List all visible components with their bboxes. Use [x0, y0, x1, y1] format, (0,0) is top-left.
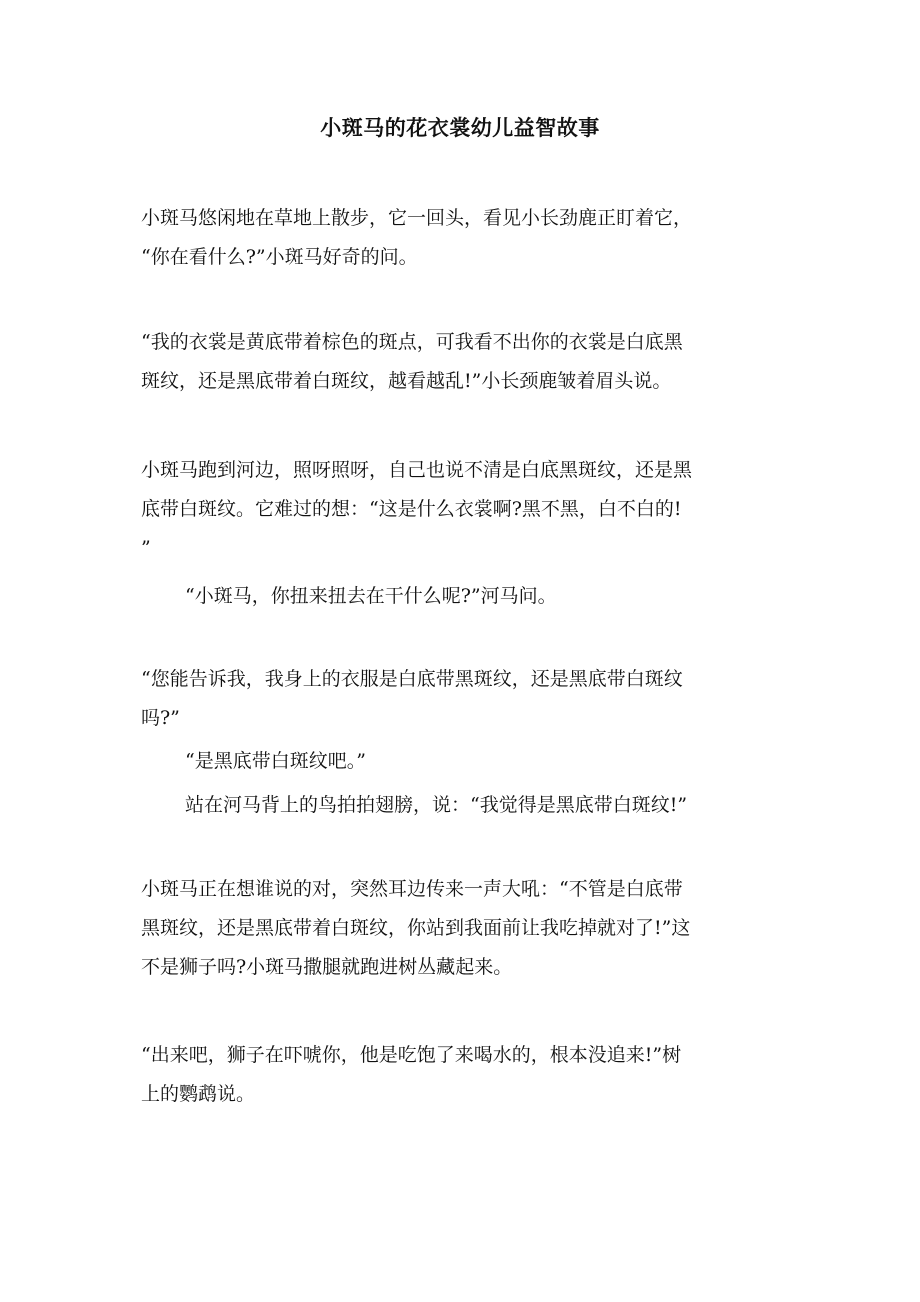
paragraph-5: “您能告诉我，我身上的衣服是白底带黑斑纹，还是黑底带白斑纹 吗?”: [141, 668, 683, 729]
paragraph-2: “我的衣裳是黄底带着棕色的斑点，可我看不出你的衣裳是白底黑 斑纹，还是黑底带着白斑纹，越看越乱!”小长颈鹿皱着眉头说。: [141, 331, 683, 392]
paragraph-7: 站在河马背上的鸟拍拍翅膀，说：“我觉得是黑底带白斑纹!”: [185, 794, 688, 816]
paragraph-6: “是黑底带白斑纹吧。”: [185, 750, 366, 772]
paragraph-9: “出来吧，狮子在吓唬你，他是吃饱了来喝水的，根本没追来!”树 上的鹦鹉说。: [141, 1044, 682, 1105]
paragraph-3: 小斑马跑到河边，照呀照呀，自己也说不清是白底黑斑纹，还是黑 底带白斑纹。它难过的想：“这是什么衣裳啊?黑不黑，白不白的! ”: [141, 459, 693, 559]
document-title: 小斑马的花衣裳幼儿益智故事: [320, 115, 600, 140]
paragraph-8: 小斑马正在想谁说的对，突然耳边传来一声大吼：“不管是白底带 黑斑纹，还是黑底带着白斑纹，你站到我面前让我吃掉就对了!”这 不是狮子吗?小斑马撒腿就跑进树丛藏起来。: [141, 878, 691, 978]
paragraph-1: 小斑马悠闲地在草地上散步，它一回头，看见小长劲鹿正盯着它， “你在看什么?”小斑马好奇的问。: [141, 207, 693, 268]
paragraph-4: “小斑马，你扭来扭去在干什么呢?”河马问。: [185, 585, 557, 607]
